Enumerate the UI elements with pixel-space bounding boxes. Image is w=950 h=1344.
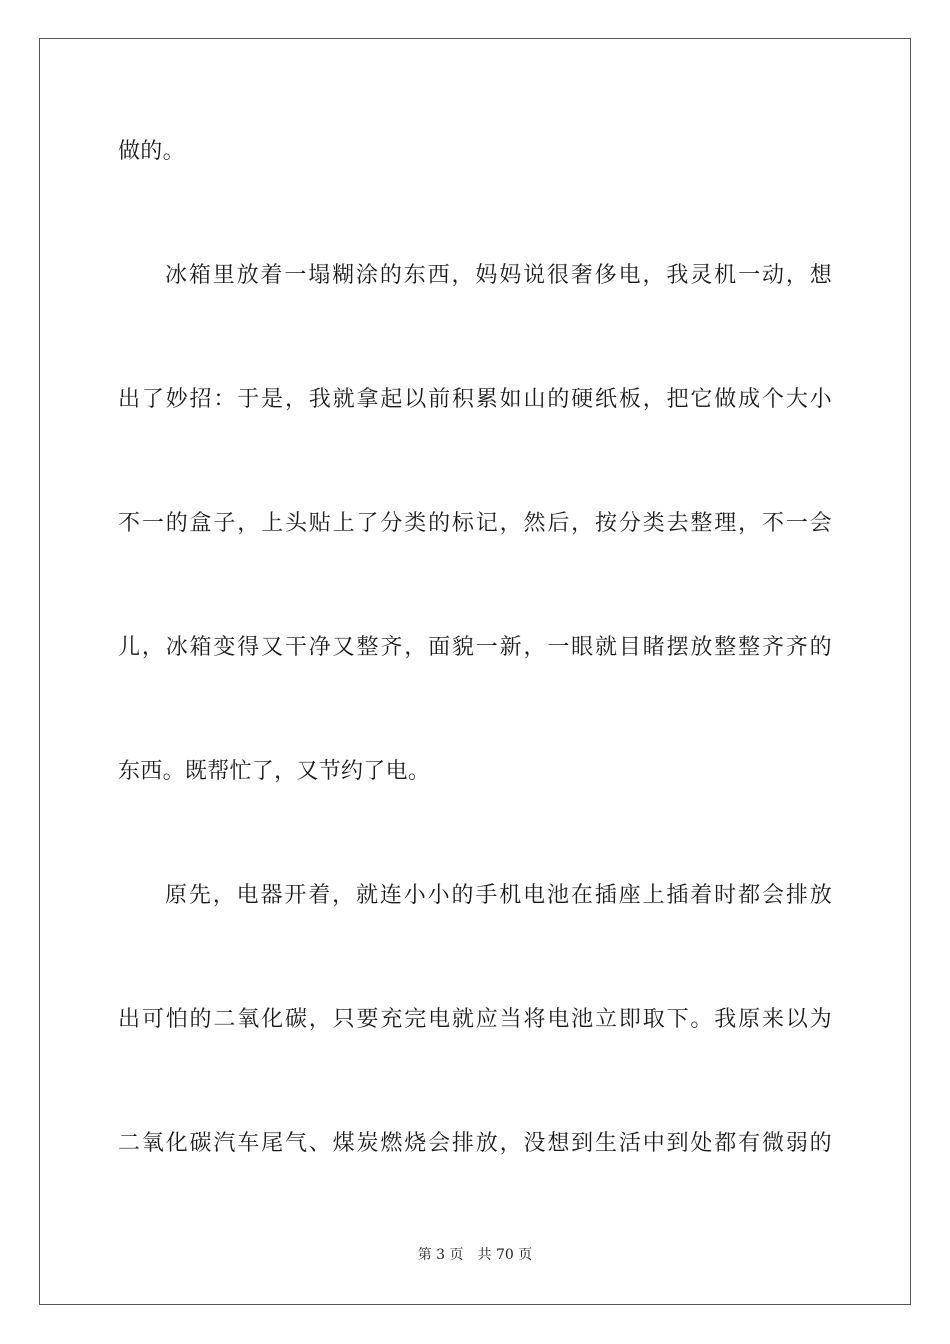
page-footer bbox=[0, 1245, 950, 1265]
text-line-9: 二氧化碳汽车尾气、煤炭燃烧会排放，没想到生活中到处都有微弱的 bbox=[118, 1131, 832, 1156]
page-total: 共 70 页 bbox=[477, 1247, 533, 1263]
page-border bbox=[39, 38, 911, 1305]
text-line-6: 东西。既帮忙了，又节约了电。 bbox=[118, 759, 431, 784]
text-line-8: 出可怕的二氧化碳，只要充完电就应当将电池立即取下。我原来以为 bbox=[118, 1007, 832, 1032]
text-line-5: 儿，冰箱变得又干净又整齐，面貌一新，一眼就目睹摆放整整齐齐的 bbox=[118, 635, 832, 660]
text-line-4: 不一的盒子，上头贴上了分类的标记，然后，按分类去整理，不一会 bbox=[118, 511, 832, 536]
text-line-3: 出了妙招：于是，我就拿起以前积累如山的硬纸板，把它做成个大小 bbox=[118, 387, 832, 412]
paragraph-start-line-2: 冰箱里放着一塌糊涂的东西，妈妈说很奢侈电，我灵机一动，想 bbox=[165, 263, 832, 288]
page-number: 第 3 页 bbox=[417, 1247, 464, 1263]
text-line-1: 做的。 bbox=[118, 139, 185, 164]
paragraph-start-line-7: 原先，电器开着，就连小小的手机电池在插座上插着时都会排放 bbox=[165, 883, 832, 908]
